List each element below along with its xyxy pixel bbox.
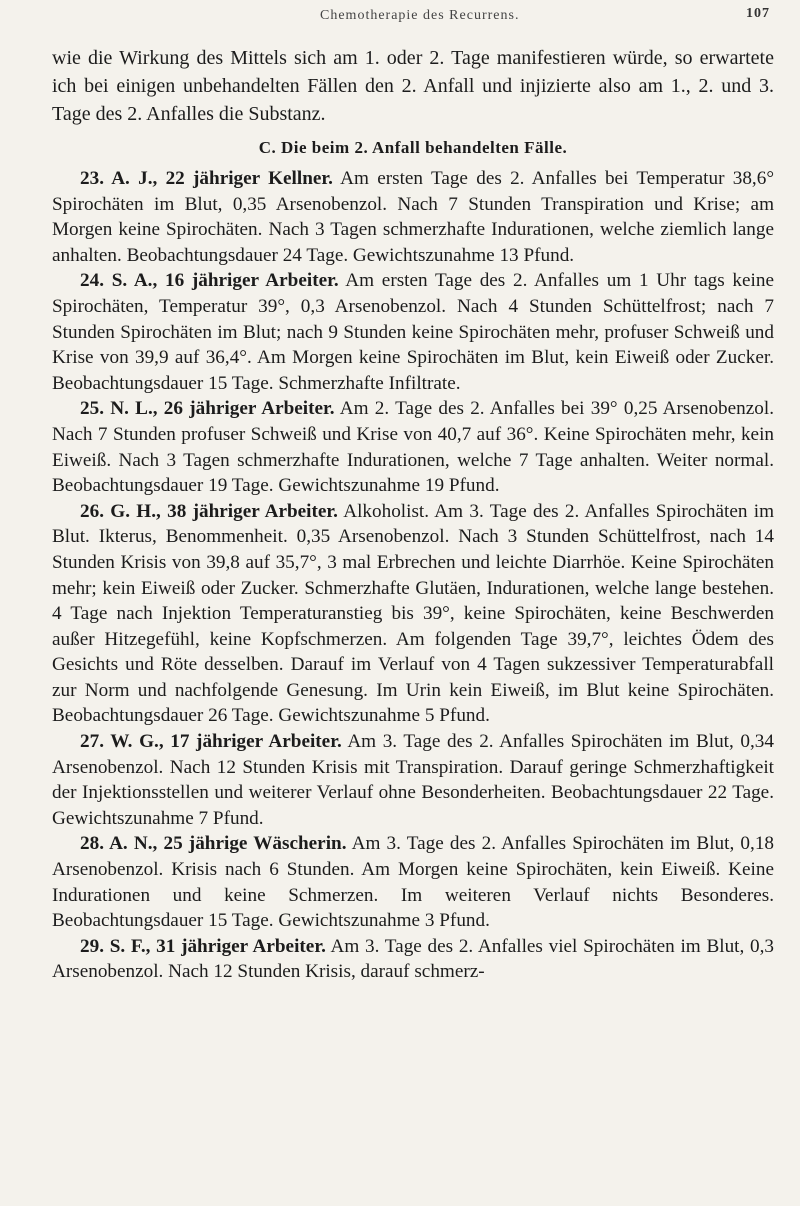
case-paragraph [52,166,774,268]
case-text: Am ersten Tage des 2. Anfalles bei Temperatur 38,6° Spirochäten im Blut, 0,35 Arsenobenzol. Nach 7 Stunden Transpiration und Krise; am Morgen keine Spirochäten. Nach 3 Tagen schmerzhafte Indurationen, welche ziemlich lange anhalten. Beobachtungsdauer 24 Tage. Gewichtszunahme 13 Pfund. [52,168,774,266]
case-heading: 23. A. J., 22 jähriger Kellner. [80,168,333,189]
case-heading: 24. S. A., 16 jähriger Arbeiter. [80,270,339,292]
case-paragraph [52,831,774,933]
intro-paragraph: wie die Wirkung des Mittels sich am 1. oder 2. Tage manifestieren würde, so erwartete ich bei einigen unbehandelten Fällen den 2. Anfall und injizierte also am 1., 2. und 3. Tage des 2. Anfalles die Substanz. [52,47,774,125]
case-text: Am 3. Tage des 2. Anfalles Spirochäten im Blut, 0,18 Arsenobenzol. Krisis nach 6 Stunden. Am Morgen keine Spirochäten, kein Eiweiß. Keine Indurationen und keine Schmerzen. Im weiteren Verlauf nichts Besonderes. Beobachtungsdauer 15 Tage. Gewichtszunahme 3 Pfund. [52,833,775,932]
case-paragraph [52,499,774,729]
case-heading: 29. S. F., 31 jähriger Arbeiter. [80,935,326,957]
page-header [0,6,800,26]
case-heading: 25. N. L., 26 jähriger Arbeiter. [80,398,335,420]
case-text: Am ersten Tage des 2. Anfalles um 1 Uhr tags keine Spirochäten, Temperatur 39°, 0,3 Arsenobenzol. Nach 4 Stunden Schüttelfrost; nach 7 Stunden Spirochäten im Blut; nach 9 Stunden keine Spirochäten mehr, profuser Schweiß und Krise von 39,9 auf 36,4°. Am Morgen keine Spirochäten im Blut, kein Eiweiß oder Zucker. Beobachtungsdauer 15 Tage. Schmerzhafte Infiltrate. [52,270,774,394]
case-heading: 26. G. H., 38 jähriger Arbeiter. [80,500,338,522]
section-title: C. Die beim 2. Anfall behandelten Fälle. [258,138,568,157]
case-heading: 28. A. N., 25 jährige Wäscherin. [80,833,347,855]
case-paragraph [52,268,774,396]
page-number: 107 [746,6,770,21]
case-paragraph [52,396,774,498]
case-text: Alkoholist. Am 3. Tage des 2. Anfalles Spirochäten im Blut. Ikterus, Benommenheit. 0,35 Arsenobenzol. Nach 3 Stunden Schüttelfrost, nach 14 Stunden Krisis von 39,8 auf 35,7°, 3 mal Erbrechen und leichte Diarrhöe. Keine Spirochäten mehr; kein Eiweiß oder Zucker. Schmerzhafte Glutäen, Indurationen, welche lange bestehen. 4 Tage nach Injektion Temperaturanstieg bis 39°, keine Spirochäten, keine Beschwerden außer Hitzegefühl, keine Kopfschmerzen. Am folgenden Tage 39,7°, leichtes Ödem des Gesichts und Röte desselben. Darauf im Verlauf von 4 Tagen sukzessiver Temperaturabfall zur Norm und nachfolgende Genesung. Im Urin kein Eiweiß, im Blut keine Spirochäten. Beobachtungsdauer 26 Tage. Gewichtszunahme 5 Pfund. [52,500,775,727]
page-body [52,44,774,985]
case-text: Am 3. Tage des 2. Anfalles viel Spirochäten im Blut, 0,3 Arsenobenzol. Nach 12 Stunden Krisis, darauf schmerz- [52,935,774,983]
case-paragraph [52,729,774,831]
case-text: Am 3. Tage des 2. Anfalles Spirochäten im Blut, 0,34 Arsenobenzol. Nach 12 Stunden Krisis mit Transpiration. Darauf geringe Schmerzhaftigkeit der Injektionsstellen und weiterer Verlauf ohne Besonderheiten. Beobachtungsdauer 22 Tage. Gewichtszunahme 7 Pfund. [52,731,774,829]
running-title: Chemotherapie des Recurrens. [320,8,520,23]
case-paragraph [52,934,774,985]
case-heading: 27. W. G., 17 jähriger Arbeiter. [80,731,342,753]
case-text: Am 2. Tage des 2. Anfalles bei 39° 0,25 Arsenobenzol. Nach 7 Stunden profuser Schweiß und Krise von 40,7 auf 36°. Keine Spirochäten mehr, kein Eiweiß. Nach 3 Tagen schmerzhafte Indurationen, welche 7 Tage anhalten. Weiter normal. Beobachtungsdauer 19 Tage. Gewichtszunahme 19 Pfund. [52,398,774,497]
